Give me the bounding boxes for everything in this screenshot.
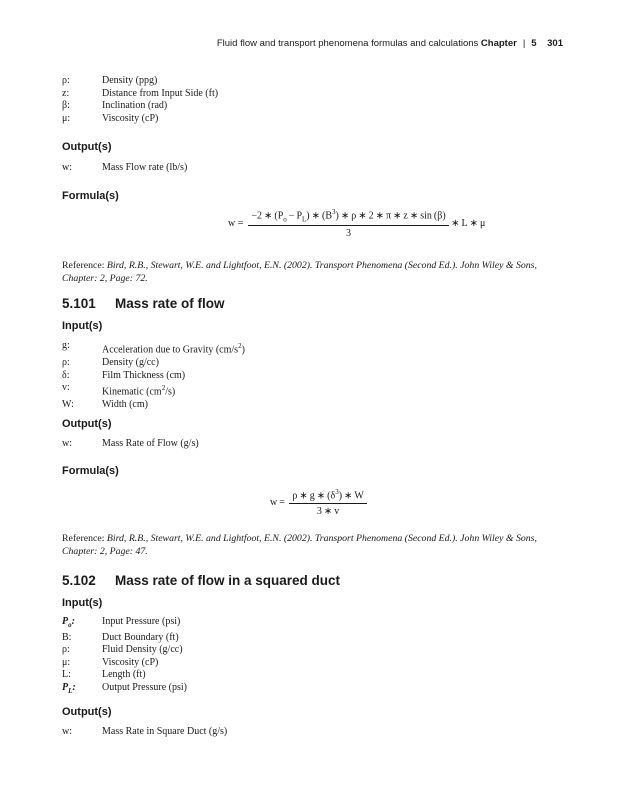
list-item bbox=[62, 682, 187, 698]
variable-description: Viscosity (cP) bbox=[102, 112, 159, 124]
variable-description: Output Pressure (psi) bbox=[102, 681, 187, 693]
variable-symbol: w: bbox=[62, 162, 72, 173]
output-heading: Output(s) bbox=[62, 418, 112, 430]
variable-symbol: μ: bbox=[62, 112, 71, 124]
variable-description: Mass Rate in Square Duct (g/s) bbox=[102, 726, 228, 737]
list-item bbox=[62, 113, 218, 126]
fraction bbox=[289, 488, 366, 517]
variable-description: Mass Flow rate (lb/s) bbox=[102, 162, 188, 173]
variable-description: Input Pressure (psi) bbox=[102, 616, 181, 627]
section-number: 5.101 bbox=[62, 296, 96, 311]
list-item bbox=[62, 100, 218, 113]
list-item bbox=[62, 657, 187, 670]
header-separator: | bbox=[522, 38, 526, 49]
variable-symbol: B: bbox=[62, 631, 72, 643]
section-number: 5.102 bbox=[62, 573, 96, 588]
list-item bbox=[62, 669, 187, 682]
variable-symbol: $P_o$: bbox=[62, 616, 75, 629]
numerator: ρ ∗ g ∗ $(\delta^3)$ ∗ W bbox=[289, 488, 366, 504]
list-item bbox=[62, 75, 218, 88]
variable-symbol: w: bbox=[62, 438, 72, 449]
formula-heading: Formula(s) bbox=[62, 465, 119, 477]
list-item bbox=[62, 438, 199, 451]
list-item bbox=[62, 370, 245, 383]
variable-symbol: v: bbox=[62, 382, 70, 394]
list-item bbox=[62, 357, 245, 370]
reference-citation: Bird, R.B., Stewart, W.E. and Lightfoot, E.N. (2002). Transport Phenomena (Second Ed.). John Wiley & Sons, Chapter: 2, Page: 47. bbox=[62, 533, 537, 557]
denominator: 3 ∗ v bbox=[316, 506, 340, 518]
running-header bbox=[217, 38, 563, 49]
page-number: 301 bbox=[547, 38, 563, 49]
variable-description: Inclination (rad) bbox=[102, 100, 168, 112]
formula-heading: Formula(s) bbox=[62, 190, 119, 202]
variable-symbol: ρ: bbox=[62, 75, 70, 86]
variable-description: Film Thickness (cm) bbox=[102, 369, 186, 381]
input-list bbox=[62, 616, 187, 698]
section-title bbox=[62, 573, 340, 588]
output-heading: Output(s) bbox=[62, 706, 112, 718]
variable-symbol: β: bbox=[62, 100, 70, 112]
input-heading: Input(s) bbox=[62, 597, 103, 609]
denominator: 3 bbox=[346, 228, 352, 240]
variable-description: Density (ppg) bbox=[102, 75, 158, 86]
output-list bbox=[62, 726, 227, 739]
reference-label: Reference: bbox=[62, 260, 105, 271]
variable-description: Length (ft) bbox=[102, 669, 146, 681]
variable-symbol: W: bbox=[62, 399, 74, 411]
variable-description: Fluid Density (g/cc) bbox=[102, 644, 183, 656]
variable-symbol: ρ: bbox=[62, 644, 70, 656]
continued-input-list bbox=[62, 75, 218, 125]
reference-citation: Bird, R.B., Stewart, W.E. and Lightfoot, E.N. (2002). Transport Phenomena (Second Ed.). John Wiley & Sons, Chapter: 2, Page: 72. bbox=[62, 260, 537, 284]
section-name: Mass rate of flow in a squared duct bbox=[115, 573, 341, 588]
variable-description: Duct Boundary (ft) bbox=[102, 631, 179, 643]
output-list bbox=[62, 438, 199, 451]
variable-symbol: g: bbox=[62, 340, 70, 351]
list-item bbox=[62, 616, 187, 632]
variable-description: Kinematic $(cm^2/s)$ bbox=[102, 384, 176, 398]
fraction bbox=[248, 208, 448, 239]
output-heading: Output(s) bbox=[62, 141, 112, 153]
section-title bbox=[62, 296, 225, 311]
list-item bbox=[62, 382, 245, 399]
list-item bbox=[62, 399, 245, 412]
variable-symbol: L: bbox=[62, 669, 71, 681]
reference bbox=[62, 260, 562, 285]
section-name: Mass rate of flow bbox=[115, 296, 225, 311]
formula-mass-flow-rate: w = $\frac{-2 ∗ (P_o - P_L) ∗ (B^3) ∗ \rho ∗ 2 ∗ \pi ∗ z ∗ \sin (\beta)}{3}$ ∗ L ∗ μ bbox=[228, 208, 486, 240]
output-list bbox=[62, 162, 187, 175]
variable-symbol: w: bbox=[62, 726, 72, 737]
variable-symbol: δ: bbox=[62, 369, 70, 381]
variable-symbol: $P_L$: bbox=[62, 681, 76, 695]
variable-symbol: μ: bbox=[62, 656, 71, 668]
list-item bbox=[62, 644, 187, 657]
numerator: −2 ∗ $(P_o - P_L)$ ∗ $(B^3)$ ∗ ρ ∗ 2 ∗ π ∗ z ∗ sin (β) bbox=[248, 208, 448, 226]
variable-symbol: ρ: bbox=[62, 356, 70, 368]
reference-label: Reference: bbox=[62, 533, 105, 544]
header-title: Fluid flow and transport phenomena formulas and calculations bbox=[216, 38, 479, 49]
variable-description: Acceleration due to Gravity $(cm/s^2)$ bbox=[102, 342, 245, 356]
list-item bbox=[62, 340, 245, 357]
input-heading: Input(s) bbox=[62, 320, 103, 332]
input-list bbox=[62, 340, 245, 412]
list-item bbox=[62, 162, 187, 175]
list-item bbox=[62, 632, 187, 645]
header-chapter-number: 5 bbox=[531, 38, 537, 49]
list-item bbox=[62, 726, 227, 739]
variable-description: Mass Rate of Flow (g/s) bbox=[102, 438, 199, 449]
variable-description: Width (cm) bbox=[102, 399, 148, 411]
header-chapter-label: Chapter bbox=[480, 38, 517, 49]
formula-mass-rate-of-flow: w = $\frac{\rho ∗ g ∗ (\delta^3) ∗ W}{3 ∗ v}$ bbox=[270, 488, 367, 517]
variable-symbol: z: bbox=[62, 87, 70, 99]
variable-description: Density (g/cc) bbox=[102, 356, 159, 368]
variable-description: Viscosity (cP) bbox=[102, 656, 159, 668]
variable-description: Distance from Input Side (ft) bbox=[102, 87, 219, 99]
list-item bbox=[62, 88, 218, 101]
reference bbox=[62, 533, 562, 558]
